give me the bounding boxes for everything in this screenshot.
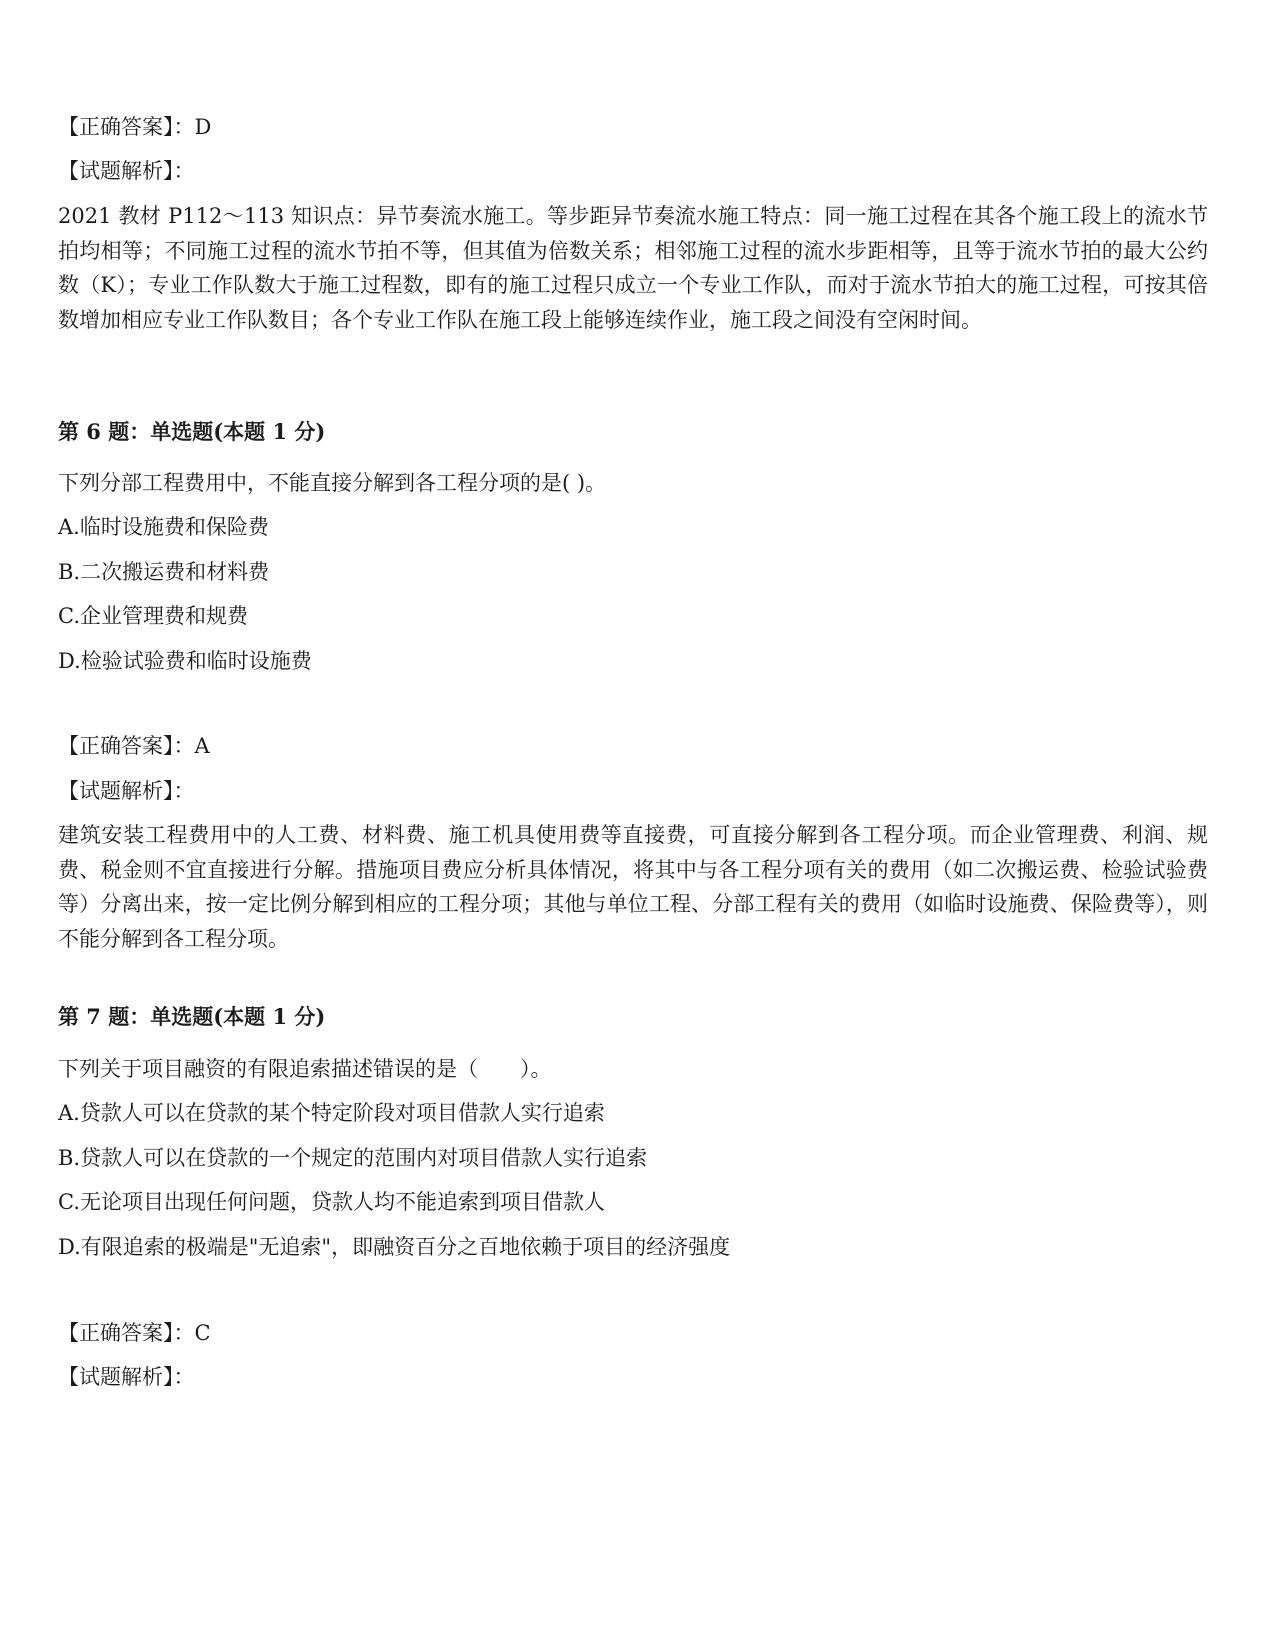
- answer-line: 【正确答案】：A: [58, 734, 210, 758]
- analysis-text: 建筑安装工程费用中的人工费、材料费、施工机具使用费等直接费，可直接分解到各工程分项。而企业管理费、利润、规费、税金则不宜直接进行分解。措施项目费应分析具体情况，将其中与各工程分项有关的费用（如二次搬运费、检验试验费等）分离出来，按一定比例分解到相应的工程分项；其他与单位工程、分部工程有关的费用（如临时设施费、保险费等），则不能分解到各工程分项。: [58, 823, 1208, 951]
- option-a: A.贷款人可以在贷款的某个特定阶段对项目借款人实行追索: [58, 1101, 605, 1125]
- question-stem: 下列关于项目融资的有限追索描述错误的是（ ）。: [58, 1057, 552, 1081]
- analysis-text: 2021 教材 P112～113 知识点：异节奏流水施工。等步距异节奏流水施工特点：同一施工过程在其各个施工段上的流水节拍均相等；不同施工过程的流水节拍不等，但其值为倍数关系；相邻施工过程的流水步距相等，且等于流水节拍的最大公约数（K）；专业工作队数大于施工过程数，即有的施工过程只成立一个专业工作队，而对于流水节拍大的施工过程，可按其倍数增加相应专业工作队数目；各个专业工作队在施工段上能够连续作业，施工段之间没有空闲时间。: [58, 204, 1208, 332]
- analysis-label: 【试题解析】：: [58, 779, 195, 803]
- option-d: D.有限追索的极端是"无追索"，即融资百分之百地依赖于项目的经济强度: [58, 1235, 731, 1259]
- option-a: A.临时设施费和保险费: [58, 515, 269, 539]
- question-stem: 下列分部工程费用中，不能直接分解到各工程分项的是( )。: [58, 471, 607, 495]
- option-b: B.二次搬运费和材料费: [58, 560, 270, 584]
- answer-line: 【正确答案】：C: [58, 1321, 211, 1345]
- analysis-label: 【试题解析】：: [58, 159, 195, 183]
- analysis-label: 【试题解析】：: [58, 1365, 195, 1389]
- option-c: C.无论项目出现任何问题，贷款人均不能追索到项目借款人: [58, 1190, 605, 1214]
- question-title: 第 6 题：单选题(本题 1 分): [58, 419, 326, 444]
- question-title: 第 7 题：单选题(本题 1 分): [58, 1004, 326, 1029]
- option-d: D.检验试验费和临时设施费: [58, 649, 312, 673]
- option-b: B.贷款人可以在贷款的一个规定的范围内对项目借款人实行追索: [58, 1146, 648, 1170]
- option-c: C.企业管理费和规费: [58, 604, 248, 628]
- answer-line: 【正确答案】：D: [58, 115, 212, 139]
